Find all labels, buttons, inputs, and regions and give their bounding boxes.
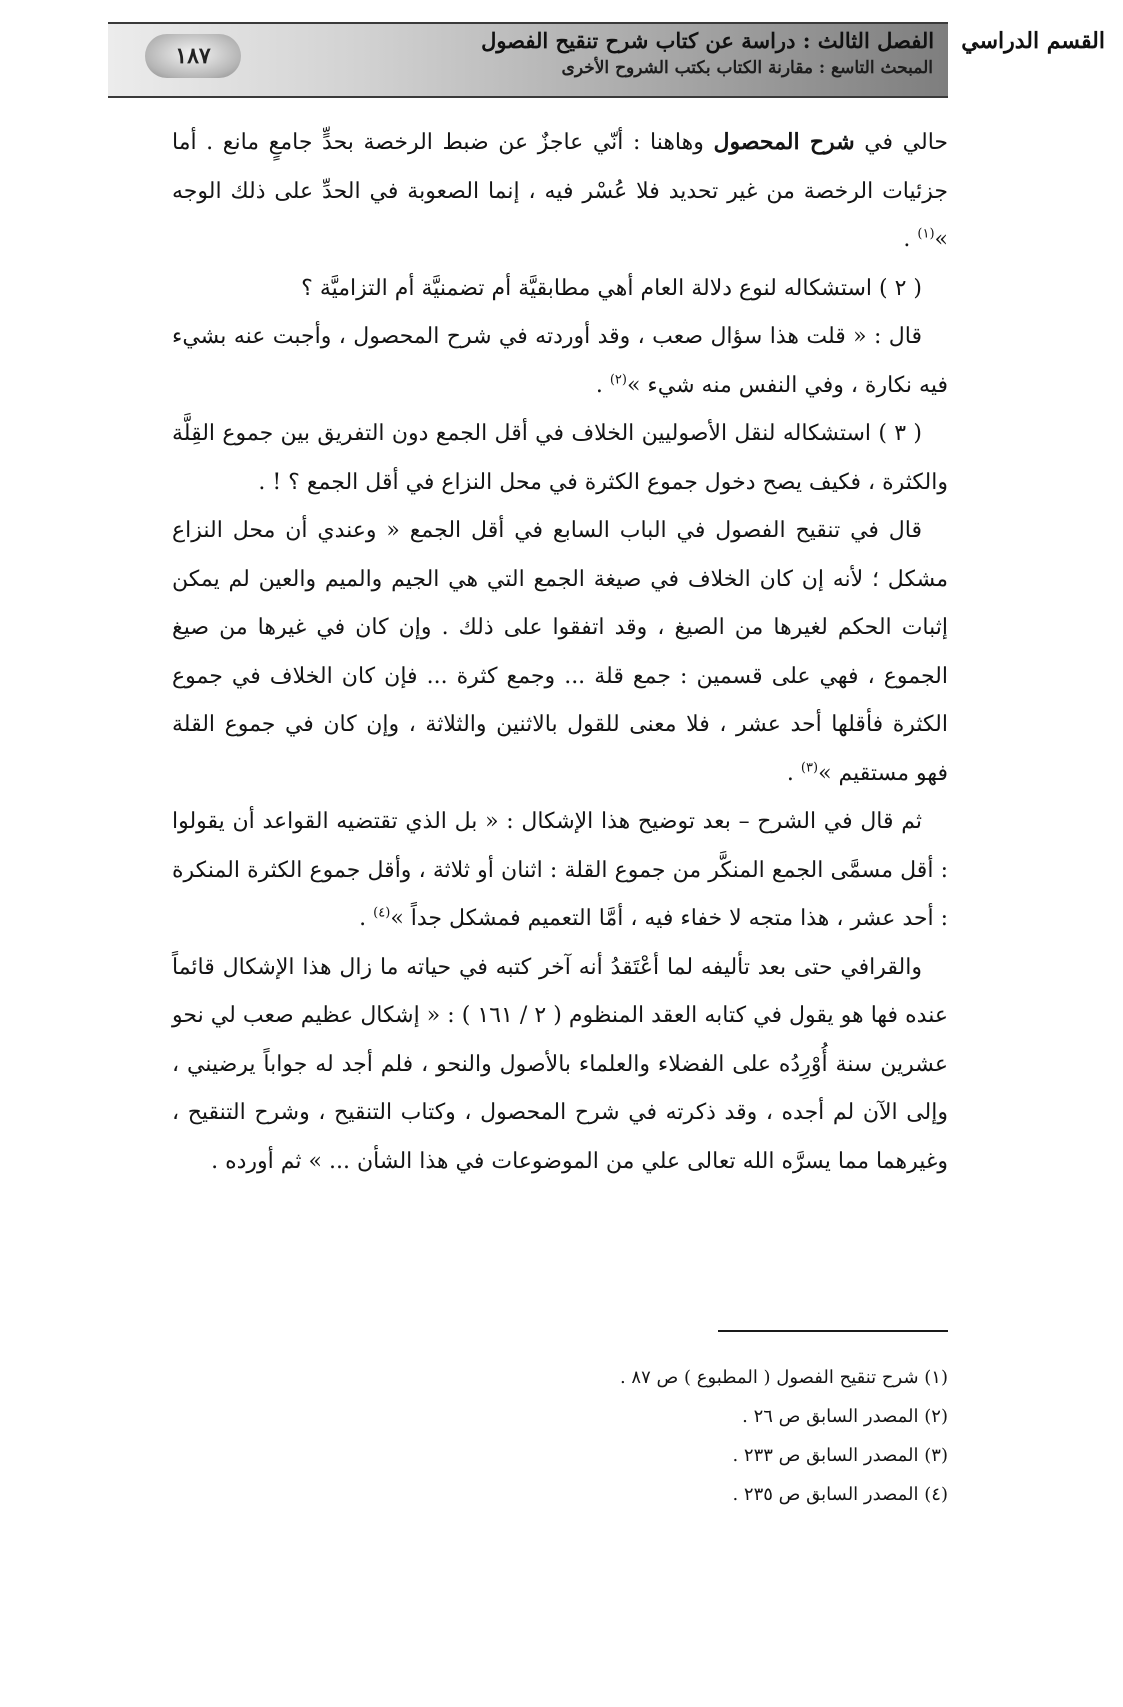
paragraph: حالي في شرح المحصول وهاهنا : أنّي عاجزٌ عن ضبط الرخصة بحدٍّ جامعٍ مانع . أما جزئيات الرخصة من غير تحديد فلا عُسْر فيه ، إنما الصعوبة في الحدِّ على ذلك الوجه »$^{(١)}$ . (172, 129, 948, 252)
footnote: (٤) المصدر السابق ص ٢٣٥ . (732, 1484, 948, 1505)
footnote: (٢) المصدر السابق ص ٢٦ . (742, 1406, 948, 1427)
paragraph: قال : « قلت هذا سؤال صعب ، وقد أوردته في شرح المحصول ، وأجبت عنه بشيء فيه نكارة ، وفي النفس منه شيء »$^{(٢)}$ . (172, 324, 948, 398)
paragraph: ( ٣ ) استشكاله لنقل الأصوليين الخلاف في أقل الجمع دون التفريق بين جموع القِلَّة والكثرة ، فكيف يصح دخول جموع الكثرة في محل النزاع في أقل الجمع ؟ ! . (172, 421, 948, 495)
paragraph: والقرافي حتى بعد تأليفه لما أعْتَقدُ أنه آخر كتبه في حياته ما زال هذا الإشكال قائماً عنده فها هو يقول في كتابه العقد المنظوم ( ٢ / ١٦١ ) : « إشكال عظيم صعب لي نحو عشرين سنة أُوْرِدُه على الفضلاء والعلماء بالأصول والنحو ، فلم أجد له جواباً يرضيني ، وإلى الآن لم أجده ، وقد ذكرته في شرح المحصول ، وكتاب التنقيح ، وشرح التنقيح ، وغيرهما مما يسرَّه الله تعالى علي من الموضوعات في هذا الشأن ... » ثم أورده . (172, 954, 948, 1174)
header-chapter: الفصل الثالث : دراسة عن كتاب شرح تنقيح الفصول (481, 28, 935, 53)
book-title: شرح المحصول (713, 129, 855, 155)
footnote: (٣) المصدر السابق ص ٢٣٣ . (732, 1445, 948, 1466)
footnote: (١) شرح تنقيح الفصول ( المطبوع ) ص ٨٧ . (619, 1367, 948, 1388)
footnote-ref: (١) (917, 226, 935, 242)
footnote-ref: (٢) (609, 372, 627, 388)
header-section: القسم الدراسي (961, 28, 1105, 54)
paragraph: ( ٢ ) استشكاله لنوع دلالة العام أهي مطابقيَّة أم تضمنيَّة أم التزاميَّة ؟ (301, 275, 922, 301)
paragraph: ثم قال في الشرح – بعد توضيح هذا الإشكال : « بل الذي تقتضيه القواعد أن يقولوا : أقل مسمَّى الجمع المنكَّر من جموع القلة : اثنان أو ثلاثة ، وأقل جموع الكثرة المنكرة : أحد عشر ، هذا متجه لا خفاء فيه ، أمَّا التعميم فمشكل جداً »$^{(٤)}$ . (172, 809, 948, 931)
page-number: ١٨٧ (175, 43, 211, 69)
header-topic: المبحث التاسع : مقارنة الكتاب بكتب الشروح الأخرى (561, 58, 933, 78)
main-text (172, 118, 948, 1186)
header-separator (941, 32, 954, 53)
footnote-ref: (٤) (373, 905, 391, 921)
running-header-subtitle (453, 58, 933, 78)
footnote-ref: (٣) (800, 760, 819, 776)
page-number-badge (145, 34, 241, 78)
footnotes (172, 1358, 948, 1514)
running-header-title (445, 28, 1105, 54)
paragraph: قال في تنقيح الفصول في الباب السابع في أقل الجمع « وعندي أن محل النزاع مشكل ؛ لأنه إن كان الخلاف في صيغة الجمع التي هي الجيم والميم والعين لم يمكن إثبات الحكم لغيرها من الصيغ ، وقد اتفقوا على ذلك . وإن كان في غيرها من صيغ الجموع ، فهي على قسمين : جمع قلة ... وجمع كثرة ... فإن كان الخلاف في جموع الكثرة فأقلها أحد عشر ، فلا معنى للقول بالاثنين والثلاثة ، وإن كان في جموع القلة فهو مستقيم »$^{(٣)}$ . (172, 518, 948, 786)
footnote-divider (718, 1330, 948, 1332)
